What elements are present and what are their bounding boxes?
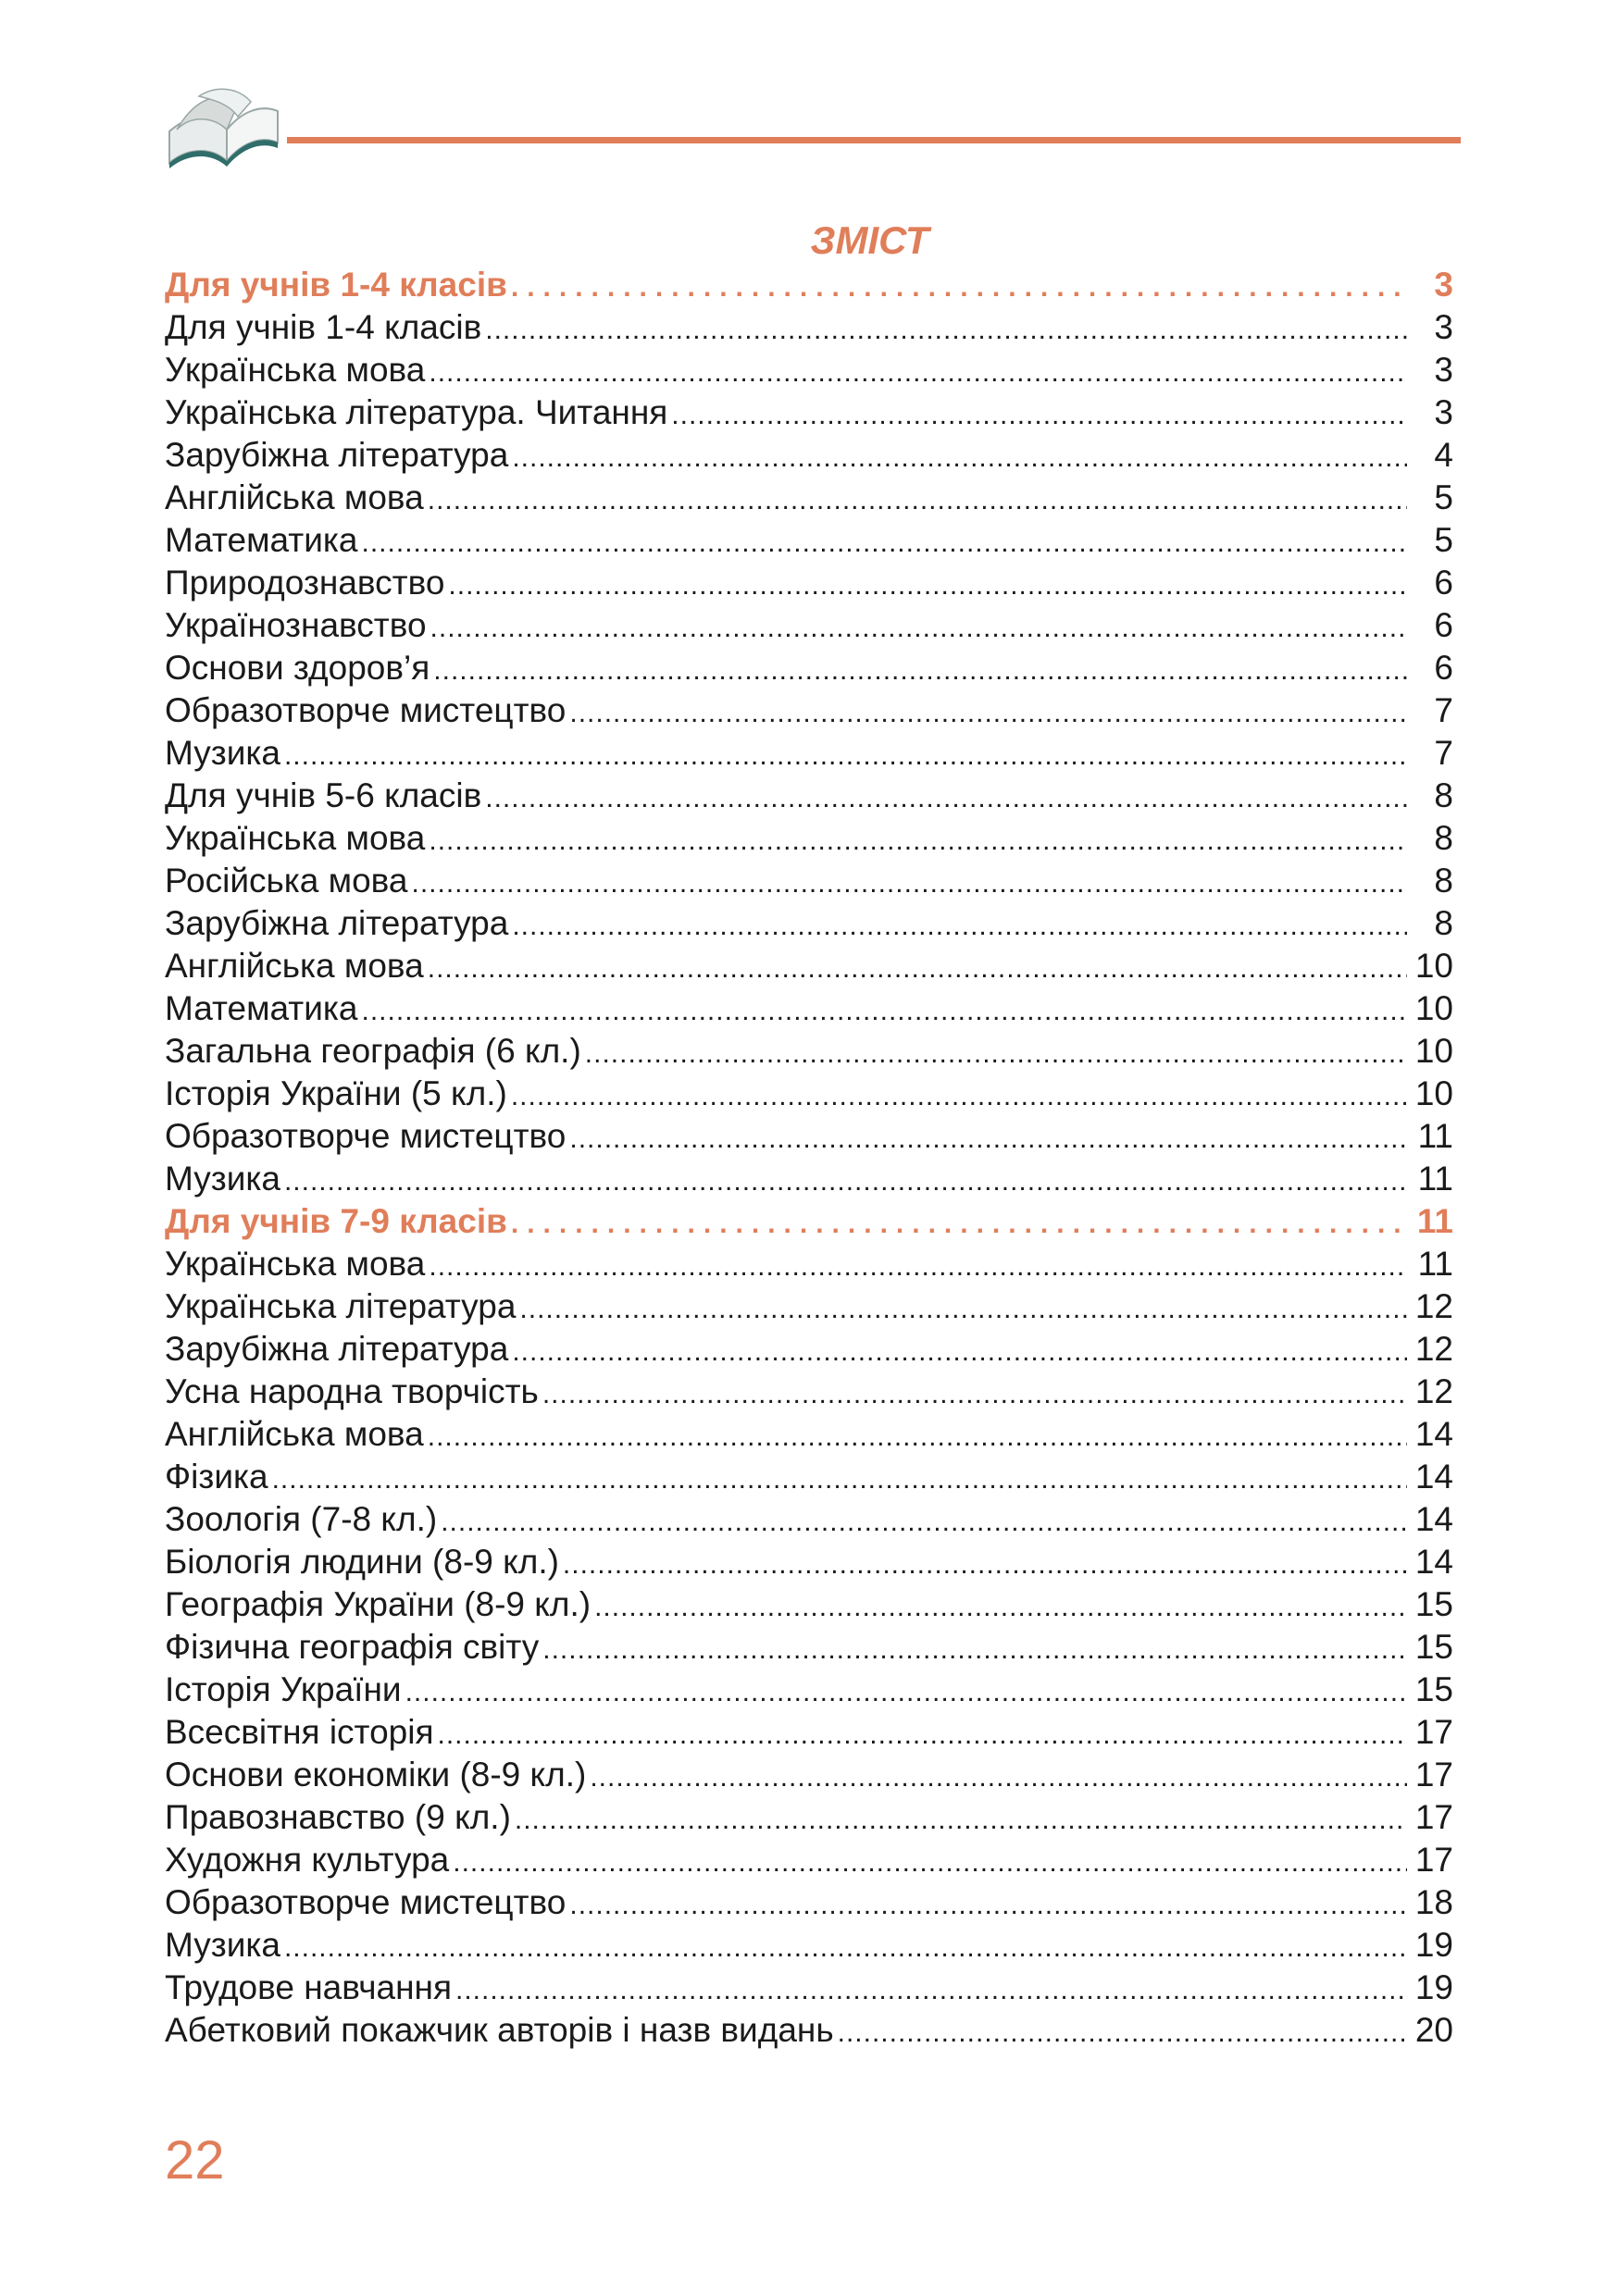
toc-entry-label: Біологія людини (8-9 кл.) — [165, 1543, 559, 1581]
toc-entry-label: Українознавство — [165, 606, 427, 644]
toc-leader-dots — [284, 1927, 1407, 1969]
toc-entry-page: 3 — [1434, 393, 1453, 431]
toc-entry-page: 14 — [1414, 1415, 1453, 1453]
toc-entry-label: Історія України — [165, 1670, 402, 1708]
toc-entry-page: 6 — [1434, 649, 1453, 687]
toc-entry-label: Художня культура — [165, 1841, 450, 1879]
toc-entry-label: Музика — [165, 734, 280, 772]
toc-entry-label: Англійська мова — [165, 1415, 424, 1453]
toc-entry-label: Образотворче мистецтво — [165, 1883, 567, 1921]
toc-entry[interactable] — [165, 1073, 1453, 1115]
toc-entry-label: Фізика — [165, 1458, 268, 1496]
toc-entry-page: 3 — [1434, 266, 1453, 304]
toc-entry-label: Основи здоров’я — [165, 649, 430, 687]
toc-leader-dots — [429, 820, 1407, 863]
toc-entry-label: Англійська мова — [165, 947, 424, 985]
toc-entry-label: Музика — [165, 1160, 280, 1198]
toc-leader-dots — [515, 1799, 1407, 1842]
toc-entry[interactable] — [165, 732, 1453, 775]
toc-entry-page: 14 — [1414, 1458, 1453, 1496]
toc-entry-label: Історія України (5 кл.) — [165, 1074, 507, 1112]
toc-entry-label: Українська мова — [165, 351, 426, 389]
toc-entry[interactable] — [165, 1413, 1453, 1456]
toc-entry-page: 10 — [1414, 1074, 1453, 1112]
toc-entry[interactable] — [165, 775, 1453, 817]
toc-leader-dots — [438, 1714, 1408, 1756]
toc-leader-dots — [272, 1458, 1407, 1501]
toc-entry-page: 10 — [1414, 947, 1453, 985]
toc-entry-label: Абетковий покажчик авторів і назв видань — [165, 2011, 834, 2049]
toc-entry-page: 15 — [1414, 1628, 1453, 1666]
toc-leader-dots — [569, 1884, 1407, 1927]
toc-leader-dots — [430, 607, 1407, 650]
toc-entry-label: Російська мова — [165, 862, 408, 900]
toc-entry-label: Для учнів 5-6 класів — [165, 776, 482, 814]
toc-entry[interactable] — [165, 477, 1453, 519]
toc-leader-dots — [542, 1629, 1407, 1671]
toc-entry[interactable] — [165, 1967, 1453, 2009]
toc-entry[interactable] — [165, 1498, 1453, 1541]
toc-leader-dots — [453, 1842, 1407, 1884]
toc-entry-page: 19 — [1414, 1926, 1453, 1964]
toc-leader-dots — [485, 777, 1407, 820]
toc-leader-dots — [284, 735, 1407, 777]
toc-entry-label: Всесвітня історія — [165, 1713, 434, 1751]
toc-entry-page: 7 — [1434, 734, 1453, 772]
toc-leader-dots — [284, 1160, 1407, 1203]
toc-entry-label: Для учнів 7-9 класів — [165, 1202, 507, 1240]
toc-leader-dots — [405, 1671, 1407, 1714]
toc-entry-label: Правознавство (9 кл.) — [165, 1798, 511, 1836]
toc-entry-label: Зоологія (7-8 кл.) — [165, 1500, 438, 1538]
toc-entry[interactable] — [165, 1371, 1453, 1413]
toc-leader-dots — [428, 948, 1407, 990]
toc-leader-dots — [542, 1373, 1407, 1416]
toc-leader-dots — [429, 352, 1407, 394]
toc-entry-page: 5 — [1434, 478, 1453, 516]
toc-entry[interactable] — [165, 689, 1453, 732]
toc-leader-dots — [512, 437, 1407, 479]
toc-entry-label: Природознавство — [165, 564, 445, 602]
toc-entry-label: Основи економіки (8-9 кл.) — [165, 1756, 587, 1793]
toc-leader-dots — [428, 479, 1407, 522]
toc-entry-label: Загальна географія (6 кл.) — [165, 1032, 581, 1070]
toc-entry[interactable] — [165, 1796, 1453, 1839]
toc-entry-page: 11 — [1417, 1160, 1453, 1198]
toc-entry-page: 5 — [1434, 521, 1453, 559]
toc-entry-label: Образотворче мистецтво — [165, 691, 567, 729]
toc-entry-page: 7 — [1434, 691, 1453, 729]
toc-entry[interactable] — [165, 562, 1453, 604]
toc-entry[interactable] — [165, 349, 1453, 391]
toc-entry[interactable] — [165, 1115, 1453, 1158]
toc-leader-dots — [838, 2012, 1407, 2054]
toc-leader-dots — [511, 1075, 1407, 1118]
toc-entry-page: 11 — [1416, 1202, 1453, 1240]
toc-entry-page: 8 — [1434, 819, 1453, 857]
toc-entry-label: Українська література. Читання — [165, 393, 668, 431]
toc-entry[interactable] — [165, 1839, 1453, 1881]
toc-entry[interactable] — [165, 1711, 1453, 1754]
toc-entry-page: 10 — [1414, 1032, 1453, 1070]
toc-entry[interactable] — [165, 1924, 1453, 1967]
toc-entry[interactable] — [165, 1754, 1453, 1796]
toc-entry-label: Українська мова — [165, 1245, 426, 1283]
toc-entry-label: Трудове навчання — [165, 1968, 452, 2006]
toc-entry[interactable] — [165, 1243, 1453, 1285]
toc-entry[interactable] — [165, 1328, 1453, 1371]
toc-entry-label: Математика — [165, 989, 358, 1027]
toc-leader-dots — [671, 394, 1407, 437]
toc-entry-label: Зарубіжна література — [165, 436, 509, 474]
toc-entry[interactable] — [165, 519, 1453, 562]
toc-entry[interactable] — [165, 2009, 1453, 2052]
toc-leader-dots — [569, 692, 1407, 735]
toc-entry-page: 3 — [1434, 308, 1453, 346]
toc-entry-label: Фізична географія світу — [165, 1628, 540, 1666]
toc-leader-dots — [429, 1246, 1407, 1288]
toc-leader-dots — [512, 1331, 1407, 1373]
toc-entry-label: Образотворче мистецтво — [165, 1117, 567, 1155]
toc-leader-dots — [585, 1033, 1407, 1075]
toc-entry-label: Українська література — [165, 1287, 517, 1325]
toc-entry-page: 17 — [1414, 1756, 1453, 1793]
toc-leader-dots — [441, 1501, 1407, 1544]
toc-entry-label: Українська мова — [165, 819, 426, 857]
toc-entry-page: 6 — [1434, 564, 1453, 602]
toc-entry[interactable] — [165, 1030, 1453, 1073]
toc-entry-page: 17 — [1414, 1713, 1453, 1751]
toc-entry-page: 10 — [1414, 989, 1453, 1027]
toc-leader-dots — [362, 990, 1407, 1033]
toc-entry-label: Англійська мова — [165, 478, 424, 516]
toc-entry[interactable] — [165, 987, 1453, 1030]
toc-leader-dots — [590, 1756, 1407, 1799]
toc-entry[interactable] — [165, 1541, 1453, 1583]
toc-entry-label: Математика — [165, 521, 358, 559]
toc-entry-page: 14 — [1414, 1543, 1453, 1581]
toc-entry[interactable] — [165, 1669, 1453, 1711]
toc-entry[interactable] — [165, 945, 1453, 987]
toc-entry-label: Зарубіжна література — [165, 904, 509, 942]
toc-entry[interactable] — [165, 1285, 1453, 1328]
toc-entry-page: 8 — [1434, 776, 1453, 814]
toc-entry-page: 4 — [1434, 436, 1453, 474]
toc-entry[interactable] — [165, 902, 1453, 945]
toc-entry[interactable] — [165, 1158, 1453, 1200]
toc-entry-page: 20 — [1414, 2011, 1453, 2049]
toc-section-heading[interactable] — [165, 1200, 1453, 1243]
toc-entry-page: 11 — [1417, 1245, 1453, 1283]
toc-leader-dots — [448, 565, 1407, 607]
toc-entry[interactable] — [165, 306, 1453, 349]
header-rule — [287, 137, 1461, 143]
toc-entry[interactable] — [165, 1456, 1453, 1498]
toc-entry[interactable] — [165, 1881, 1453, 1924]
toc-entry-page: 12 — [1414, 1287, 1453, 1325]
toc-entry-page: 17 — [1414, 1798, 1453, 1836]
toc-leader-dots — [519, 1288, 1407, 1331]
toc-entry[interactable] — [165, 434, 1453, 477]
toc-entry-page: 3 — [1434, 351, 1453, 389]
toc-entry[interactable] — [165, 604, 1453, 647]
toc-leader-dots — [511, 1203, 1407, 1246]
toc-entry-label: Географія України (8-9 кл.) — [165, 1585, 592, 1623]
toc-entry-page: 14 — [1414, 1500, 1453, 1538]
toc-entry-label: Для учнів 1-4 класів — [165, 308, 482, 346]
page-number: 22 — [165, 2130, 225, 2191]
toc-entry-page: 11 — [1417, 1117, 1453, 1155]
toc-leader-dots — [512, 905, 1407, 948]
toc-entry-page: 18 — [1414, 1883, 1453, 1921]
toc-entry-label: Для учнів 1-4 класів — [165, 266, 507, 304]
toc-leader-dots — [433, 650, 1407, 692]
toc-entry[interactable] — [165, 860, 1453, 902]
toc-entry[interactable] — [165, 1626, 1453, 1669]
toc-leader-dots — [485, 309, 1407, 352]
toc-entry-page: 12 — [1414, 1372, 1453, 1410]
toc-leader-dots — [594, 1586, 1407, 1629]
toc-section-heading[interactable] — [165, 264, 1453, 306]
toc-entry-page: 17 — [1414, 1841, 1453, 1879]
toc-entry[interactable] — [165, 817, 1453, 860]
toc-entry-page: 8 — [1434, 904, 1453, 942]
table-of-contents — [165, 264, 1453, 2052]
toc-leader-dots — [412, 863, 1408, 905]
toc-entry-page: 6 — [1434, 606, 1453, 644]
toc-entry[interactable] — [165, 1583, 1453, 1626]
toc-entry-page: 19 — [1414, 1968, 1453, 2006]
toc-entry-label: Зарубіжна література — [165, 1330, 509, 1368]
toc-leader-dots — [563, 1544, 1407, 1586]
toc-entry-label: Музика — [165, 1926, 280, 1964]
toc-entry-page: 8 — [1434, 862, 1453, 900]
toc-leader-dots — [511, 267, 1407, 309]
toc-leader-dots — [428, 1416, 1407, 1458]
toc-entry-page: 15 — [1414, 1670, 1453, 1708]
toc-entry-label: Усна народна творчість — [165, 1372, 539, 1410]
toc-leader-dots — [362, 522, 1407, 565]
toc-entry[interactable] — [165, 647, 1453, 689]
toc-leader-dots — [455, 1969, 1407, 2012]
page-title: ЗМІСТ — [810, 218, 929, 262]
open-book-icon — [162, 76, 282, 168]
toc-entry-page: 12 — [1414, 1330, 1453, 1368]
toc-leader-dots — [569, 1118, 1407, 1160]
toc-entry-page: 15 — [1414, 1585, 1453, 1623]
toc-entry[interactable] — [165, 391, 1453, 434]
